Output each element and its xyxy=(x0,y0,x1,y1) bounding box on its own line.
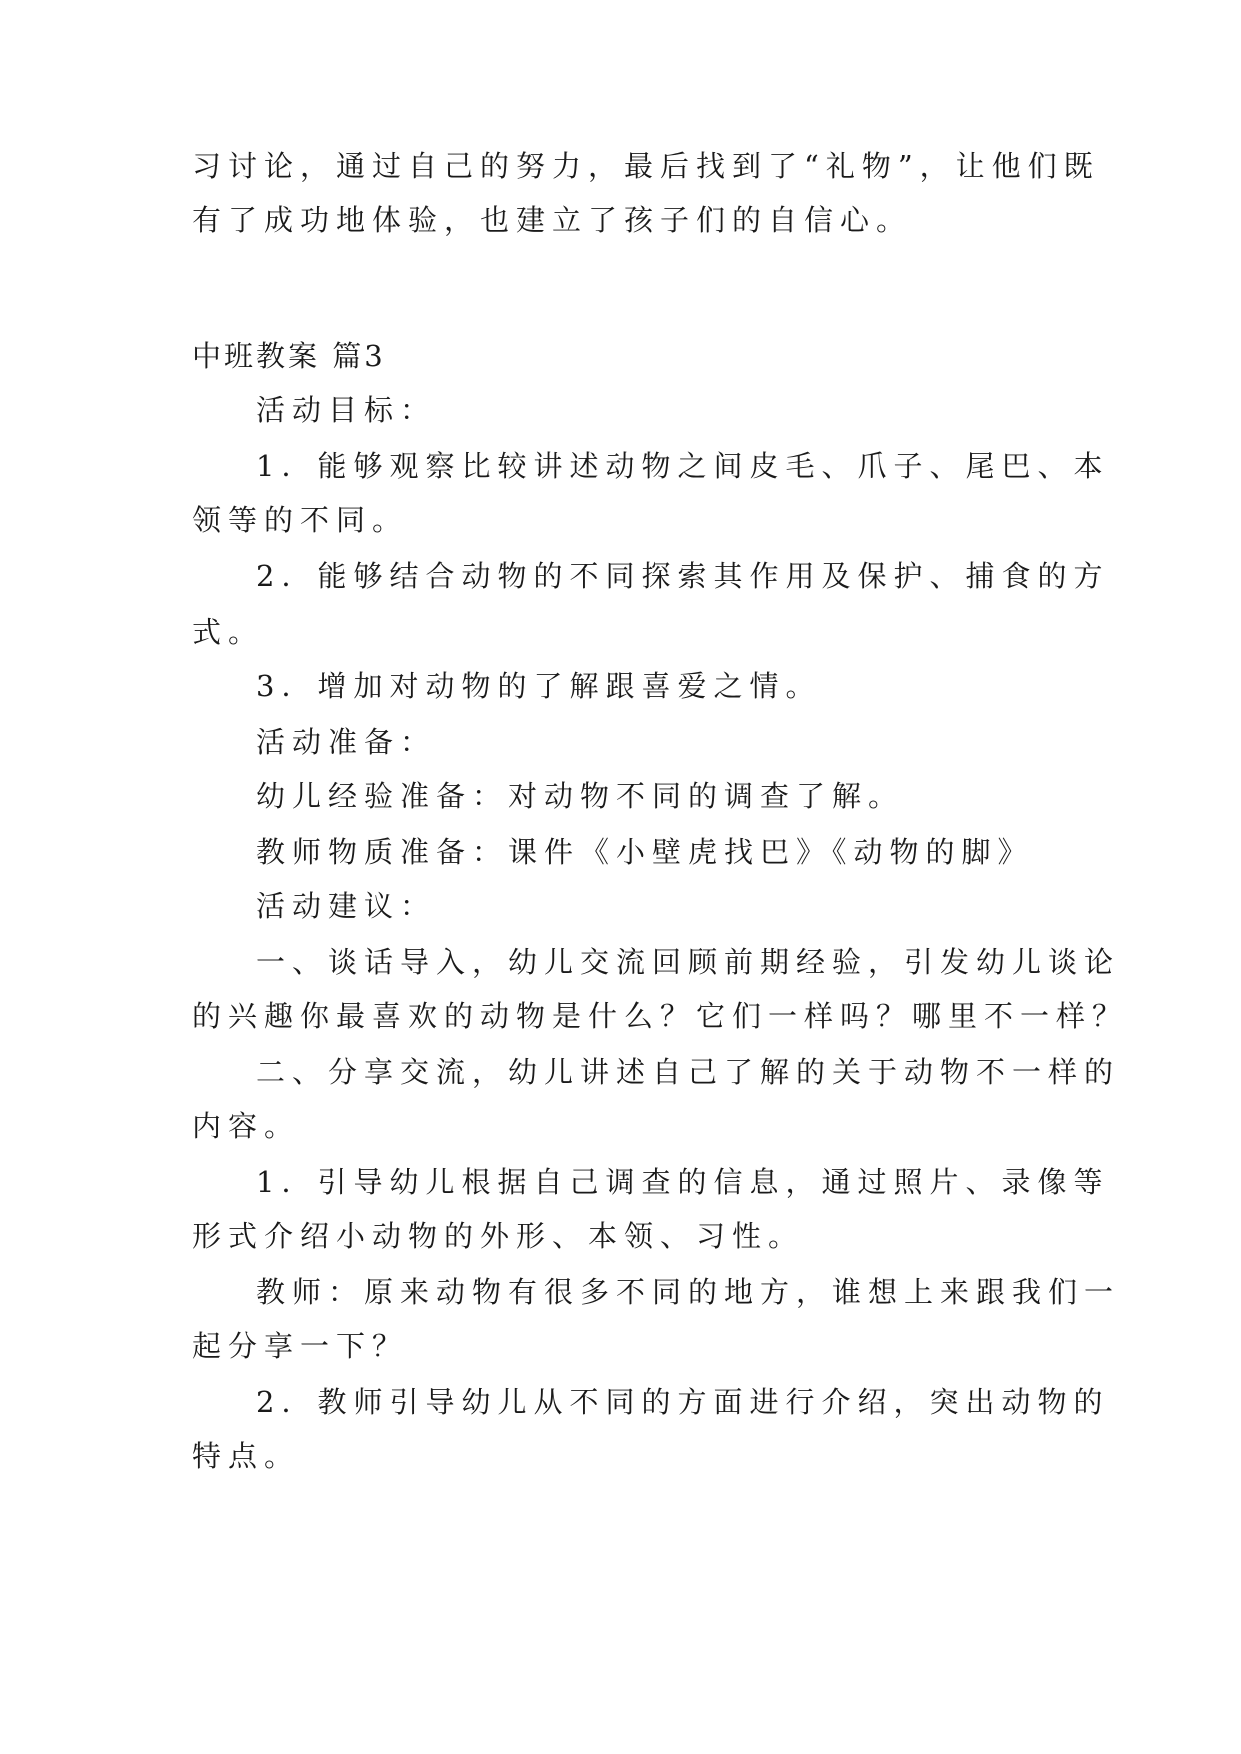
paragraph-line: 的兴趣你最喜欢的动物是什么？它们一样吗？哪里不一样？ xyxy=(192,999,1129,1033)
paragraph-line: 有了成功地体验，也建立了孩子们的自信心。 xyxy=(192,203,913,237)
paragraph-line: 教师：原来动物有很多不同的地方，谁想上来跟我们一 xyxy=(256,1275,1121,1309)
paragraph-line: 式。 xyxy=(192,615,265,649)
paragraph-line: 1．引导幼儿根据自己调查的信息，通过照片、录像等 xyxy=(256,1165,1110,1199)
paragraph-line: 形式介绍小动物的外形、本领、习性。 xyxy=(192,1219,805,1253)
paragraph-line: 起分享一下？ xyxy=(192,1329,409,1363)
paragraph-line: 幼儿经验准备：对动物不同的调查了解。 xyxy=(256,779,905,813)
paragraph-line: 1．能够观察比较讲述动物之间皮毛、爪子、尾巴、本 xyxy=(256,449,1110,483)
paragraph-line: 特点。 xyxy=(192,1439,301,1473)
subheading-activity-suggestions: 活动建议： xyxy=(256,889,437,923)
section-heading: 中班教案 篇3 xyxy=(192,339,386,373)
paragraph-line: 2．教师引导幼儿从不同的方面进行介绍，突出动物的 xyxy=(256,1385,1110,1419)
paragraph-line: 3．增加对动物的了解跟喜爱之情。 xyxy=(256,669,822,703)
paragraph-line: 习讨论，通过自己的努力，最后找到了“礼物”，让他们既 xyxy=(192,149,1100,183)
subheading-activity-prep: 活动准备： xyxy=(256,725,437,759)
paragraph-line: 2．能够结合动物的不同探索其作用及保护、捕食的方 xyxy=(256,559,1110,593)
subheading-activity-goals: 活动目标： xyxy=(256,393,437,427)
paragraph-line: 二、分享交流，幼儿讲述自己了解的关于动物不一样的 xyxy=(256,1055,1121,1089)
paragraph-line: 教师物质准备：课件《小壁虎找巴》《动物的脚》 xyxy=(256,835,1034,869)
paragraph-line: 领等的不同。 xyxy=(192,503,409,537)
paragraph-line: 一、谈话导入，幼儿交流回顾前期经验，引发幼儿谈论 xyxy=(256,945,1121,979)
paragraph-line: 内容。 xyxy=(192,1109,301,1143)
